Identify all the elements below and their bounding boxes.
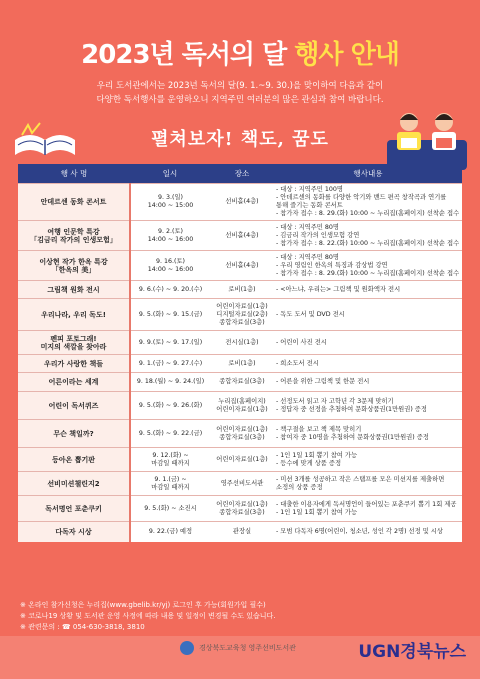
event-date: 9. 6.(수) ~ 9. 20.(수) xyxy=(130,281,210,299)
event-date: 9. 9.(토) ~ 9. 17.(일) xyxy=(130,331,210,355)
event-date: 9. 5.(화) ~ 소진시 xyxy=(130,496,210,522)
event-name: 여행 인문학 특강 「김금리 작가의 인생모험」 xyxy=(18,221,130,251)
table-header xyxy=(18,164,462,184)
event-place: 누리집(홈페이지) 어린이자료실(1층) xyxy=(210,392,274,420)
note-online: ※ 온라인 참가신청은 누리집(www.gbelib.kr/yj) 로그인 후 가능(회원가입 필수) xyxy=(20,601,266,609)
event-place: 어린이자료실(1층) 디지털자료실(2층) 종합자료실(3층) xyxy=(210,299,274,331)
table-row xyxy=(18,373,462,392)
event-desc: - 독도 도서 및 DVD 전시 xyxy=(274,299,462,331)
event-date: 9. 5.(화) ~ 9. 15.(금) xyxy=(130,299,210,331)
event-desc: - 대상 : 지역주민 80명 - 우리 영림인 한옥의 특징과 감상법 강연 - 참가자 접수 : 8. 29.(화) 10:00 ~ 누리집(홈페이지) 선착순 접수 xyxy=(274,251,462,281)
table-row xyxy=(18,496,462,522)
event-name: 펜피 포토그래! 미지의 색깔을 찾아라 xyxy=(18,331,130,355)
table-row xyxy=(18,448,462,472)
event-place: 종합자료실(3층) xyxy=(210,373,274,392)
event-place: 로비(1층) xyxy=(210,355,274,373)
table-row xyxy=(18,420,462,448)
event-desc: - 희소도서 전시 xyxy=(274,355,462,373)
event-date: 9. 2.(토) 14:00 ~ 16:00 xyxy=(130,221,210,251)
notes xyxy=(20,600,276,633)
event-desc: - 대상 : 지역주민 100명 - 안데르센의 동화를 다양한 악기와 밴드 편곡 창작곡과 연기를 통해 즐기는 동화 콘서트 - 참가자 접수 : 8. 29.(화) 10:00 ~ 누리집(홈페이지) 선착순 접수 xyxy=(274,184,462,221)
header-place: 장소 xyxy=(210,164,274,184)
note-contact: ※ 관련문의 : ☎ 054-630-3818, 3810 xyxy=(20,623,145,631)
event-name: 우리나라, 우리 독도! xyxy=(18,299,130,331)
event-desc: - 어른을 위한 그림책 및 한문 전시 xyxy=(274,373,462,392)
event-place: 영주선비도서관 xyxy=(210,472,274,496)
news-watermark: UGN경북뉴스 xyxy=(358,642,466,662)
event-date: 9. 1.(금) ~ 마감일 때까지 xyxy=(130,472,210,496)
education-office-logo-icon xyxy=(180,641,194,655)
event-desc: - 모범 다독자 6명(어린이, 청소년, 성인 각 2명) 선정 및 시상 xyxy=(274,522,462,542)
table-row xyxy=(18,299,462,331)
event-date: 9. 18.(월) ~ 9. 24.(일) xyxy=(130,373,210,392)
event-place: 어린이자료실(1층) xyxy=(210,448,274,472)
event-date: 9. 3.(일) 14:00 ~ 15:00 xyxy=(130,184,210,221)
header-desc: 행사내용 xyxy=(274,164,462,184)
event-name: 안데르센 동화 콘서트 xyxy=(18,184,130,221)
event-desc: - <아느냐, 우리는> 그림책 및 원화액자 전시 xyxy=(274,281,462,299)
event-desc: - 선정도서 읽고 자 고학년 각 3문제 맞히기 - 정답자 중 선정을 추첨하여 문화상품권(1만원권) 증정 xyxy=(274,392,462,420)
table-row xyxy=(18,331,462,355)
page-title: 2023년 독서의 달 행사 안내 xyxy=(81,40,399,70)
event-name: 우리가 사랑한 책들 xyxy=(18,355,130,373)
event-place: 관장실 xyxy=(210,522,274,542)
event-name: 이상현 작가 한옥 특강 「한옥의 美」 xyxy=(18,251,130,281)
event-date: 9. 16.(토) 14:00 ~ 16:00 xyxy=(130,251,210,281)
event-date: 9. 12.(화) ~ 마감일 때까지 xyxy=(130,448,210,472)
table-row xyxy=(18,392,462,420)
table-row xyxy=(18,221,462,251)
event-desc: - 대출한 이용자에게 독서명언이 들어있는 포춘쿠키 뽑기 1회 제공 - 1인 1일 1회 뽑기 참여 가능 xyxy=(274,496,462,522)
table-row xyxy=(18,355,462,373)
event-desc: - 1인 1일 1회 뽑기 참여 가능 - 등수에 맞게 상품 증정 xyxy=(274,448,462,472)
event-place: 선비홀(4층) xyxy=(210,221,274,251)
event-table xyxy=(18,164,462,542)
intro-text: 우리 도서관에서는 2023년 독서의 달(9. 1.~9. 30.)을 맞이하여 다음과 같이 다양한 독서행사를 운영하오니 지역주민 여러분의 많은 관심과 참여 바랍니다. xyxy=(96,81,384,105)
event-place: 선비홀(4층) xyxy=(210,251,274,281)
slogan: 펼쳐보자! 책도, 꿈도 xyxy=(151,129,329,150)
event-date: 9. 5.(화) ~ 9. 26.(화) xyxy=(130,392,210,420)
event-desc: - 책구절을 보고 책 제목 맞히기 - 참여자 중 10명을 추첨하여 문화상품권(1만원권) 증정 xyxy=(274,420,462,448)
event-name: 어른이라는 세계 xyxy=(18,373,130,392)
table-row xyxy=(18,281,462,299)
event-name: 무슨 책일까? xyxy=(18,420,130,448)
event-date: 9. 1.(금) ~ 9. 27.(수) xyxy=(130,355,210,373)
event-place: 전시실(1층) xyxy=(210,331,274,355)
event-place: 선비홀(4층) xyxy=(210,184,274,221)
event-place: 어린이자료실(1층) 종합자료실(3층) xyxy=(210,420,274,448)
table-row xyxy=(18,184,462,221)
event-place: 로비(1층) xyxy=(210,281,274,299)
event-desc: - 대상 : 지역주민 80명 - 김금리 작가의 인생모험 강연 - 참가자 접수 : 8. 22.(화) 10:00 ~ 누리집(홈페이지) 선착순 접수 xyxy=(274,221,462,251)
table-row xyxy=(18,522,462,542)
event-place: 어린이자료실(1층) 종합자료실(3층) xyxy=(210,496,274,522)
event-date: 9. 22.(금) 예정 xyxy=(130,522,210,542)
table-row xyxy=(18,472,462,496)
table-row xyxy=(18,251,462,281)
org-logo: 경상북도교육청 영주선비도서관 xyxy=(180,641,296,655)
event-desc: - 미션 3개를 성공하고 작은 스탬프를 모은 미션지를 제출하면 소정의 상품 증정 xyxy=(274,472,462,496)
event-name: 어린이 독서퀴즈 xyxy=(18,392,130,420)
event-name: 독서명언 포춘쿠키 xyxy=(18,496,130,522)
event-name: 등아온 뽑기판 xyxy=(18,448,130,472)
event-name: 선비미션챌린지2 xyxy=(18,472,130,496)
header-name: 행 사 명 xyxy=(18,164,130,184)
note-covid: ※ 코로나19 상황 및 도서관 운영 사정에 따라 내용 및 일정이 변경될 수도 있습니다. xyxy=(20,612,276,620)
header-date: 일시 xyxy=(130,164,210,184)
event-name: 다독자 시상 xyxy=(18,522,130,542)
event-date: 9. 5.(화) ~ 9. 22.(금) xyxy=(130,420,210,448)
event-desc: - 어린이 사진 전시 xyxy=(274,331,462,355)
event-name: 그림책 원화 전시 xyxy=(18,281,130,299)
